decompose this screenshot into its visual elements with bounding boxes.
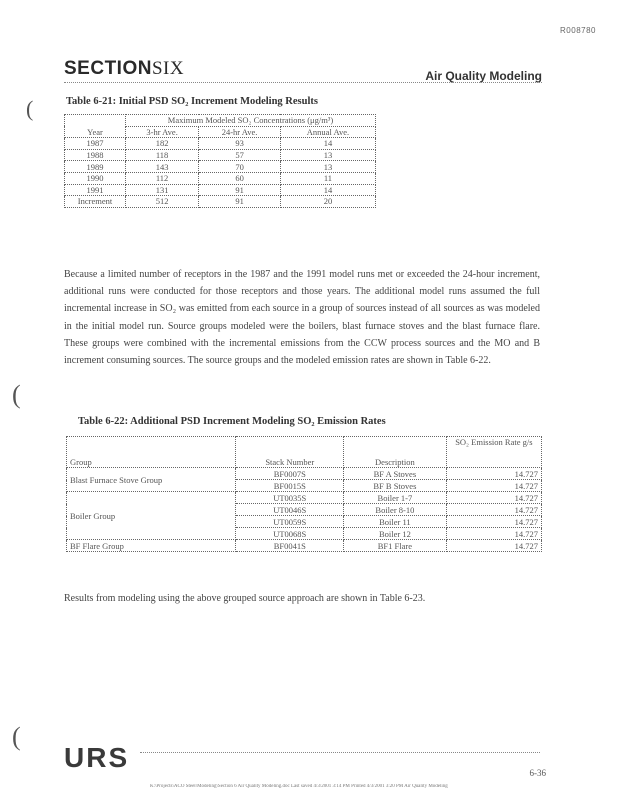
cell-value: 91 [199, 196, 281, 208]
cell-description: Boiler 11 [344, 516, 447, 528]
cell-rate: 14.727 [446, 528, 541, 540]
column-header: Annual Ave. [280, 126, 375, 138]
page-number: 6-36 [529, 768, 546, 778]
section-number: SIX [151, 58, 185, 79]
column-group-header: Maximum Modeled SO₂ Concentrations (μg/m³) [126, 115, 376, 127]
cell-year: Increment [65, 196, 126, 208]
cell-value: 118 [126, 149, 199, 161]
table-row [65, 184, 376, 196]
cell-year: 1988 [65, 149, 126, 161]
cell-stack: BF0041S [236, 540, 344, 552]
cell-value: 182 [126, 138, 199, 150]
cell-rate: 14.727 [446, 468, 541, 480]
footer-file-path: K:\Projects\ACO Steel\Modeling\Section 6 Air Quality Modeling.doc Last saved 4/3/2001 3:14 PM Printed 4/3/2001 3:20 PM Air Quality Modeling [150, 784, 448, 789]
cell-rate: 14.727 [446, 504, 541, 516]
cell-value: 60 [199, 172, 281, 184]
column-header: SO₂ Emission Rate g/s [446, 437, 541, 468]
cell-value: 14 [280, 138, 375, 150]
cell-description: BF1 Flare [344, 540, 447, 552]
chapter-title: Air Quality Modeling [425, 69, 542, 83]
column-header: Description [344, 437, 447, 468]
cell-description: Boiler 8-10 [344, 504, 447, 516]
so2-results-table [64, 114, 376, 208]
table-row [65, 172, 376, 184]
cell-value: 13 [280, 149, 375, 161]
table-row [65, 138, 376, 150]
cell-value: 70 [199, 161, 281, 173]
cell-value: 91 [199, 184, 281, 196]
cell-group: BF Flare Group [67, 540, 236, 552]
cell-year: 1990 [65, 172, 126, 184]
cell-stack: UT0046S [236, 504, 344, 516]
column-header: Year [65, 115, 126, 138]
cell-group: Boiler Group [67, 492, 236, 540]
body-paragraph: Results from modeling using the above grouped source approach are shown in Table 6-23. [64, 593, 426, 604]
cell-year: 1989 [65, 161, 126, 173]
margin-mark: ( [12, 722, 21, 751]
cell-value: 131 [126, 184, 199, 196]
table-caption: Table 6-21: Initial PSD SO₂ Increment Modeling Results [66, 96, 318, 107]
cell-value: 143 [126, 161, 199, 173]
header-rule [64, 82, 542, 83]
cell-value: 512 [126, 196, 199, 208]
cell-year: 1987 [65, 138, 126, 150]
cell-value: 57 [199, 149, 281, 161]
cell-stack: BF0007S [236, 468, 344, 480]
table-row [67, 468, 542, 480]
margin-mark: ( [12, 380, 21, 409]
cell-value: 14 [280, 184, 375, 196]
body-paragraph: Because a limited number of receptors in the 1987 and the 1991 model runs met or exceeded the 24-hour increment, additional runs were conducted for those receptors and those years. The additional model runs assumed the full incremental increase in SO₂ was emitted from each source in a group of sources instead of all sources as was modeled in the initial model run. Source groups modeled were the boilers, blast furnace stoves and the blast furnace flare. These groups were combined with the incremental emissions from the CCW process sources and the MO and B increment consuming sources. The source groups and the modeled emission rates are shown in Table 6-22. [64, 269, 540, 367]
cell-year: 1991 [65, 184, 126, 196]
section-label: SECTION [64, 58, 152, 79]
table-row [65, 149, 376, 161]
cell-group: Blast Furnace Stove Group [67, 468, 236, 492]
table-row [65, 161, 376, 173]
table-row [65, 196, 376, 208]
cell-stack: UT0068S [236, 528, 344, 540]
cell-description: BF B Stoves [344, 480, 447, 492]
column-header: Stack Number [236, 437, 344, 468]
page-id: R008780 [560, 26, 596, 35]
cell-value: 20 [280, 196, 375, 208]
cell-rate: 14.727 [446, 516, 541, 528]
cell-stack: UT0035S [236, 492, 344, 504]
cell-rate: 14.727 [446, 492, 541, 504]
cell-description: BF A Stoves [344, 468, 447, 480]
cell-value: 112 [126, 172, 199, 184]
column-header: 24-hr Ave. [199, 126, 281, 138]
cell-description: Boiler 1-7 [344, 492, 447, 504]
footer-rule [140, 752, 540, 753]
urs-logo: URS [64, 742, 130, 773]
emission-rates-table [66, 436, 542, 552]
cell-stack: BF0015S [236, 480, 344, 492]
table-row [67, 540, 542, 552]
column-header: 3-hr Ave. [126, 126, 199, 138]
cell-description: Boiler 12 [344, 528, 447, 540]
column-header: Group [67, 437, 236, 468]
margin-mark: ( [26, 96, 34, 121]
cell-value: 13 [280, 161, 375, 173]
table-row [67, 492, 542, 504]
cell-rate: 14.727 [446, 540, 541, 552]
cell-stack: UT0059S [236, 516, 344, 528]
section-heading [64, 58, 184, 80]
table-caption: Table 6-22: Additional PSD Increment Modeling SO₂ Emission Rates [78, 416, 386, 427]
cell-rate: 14.727 [446, 480, 541, 492]
cell-value: 93 [199, 138, 281, 150]
cell-value: 11 [280, 172, 375, 184]
